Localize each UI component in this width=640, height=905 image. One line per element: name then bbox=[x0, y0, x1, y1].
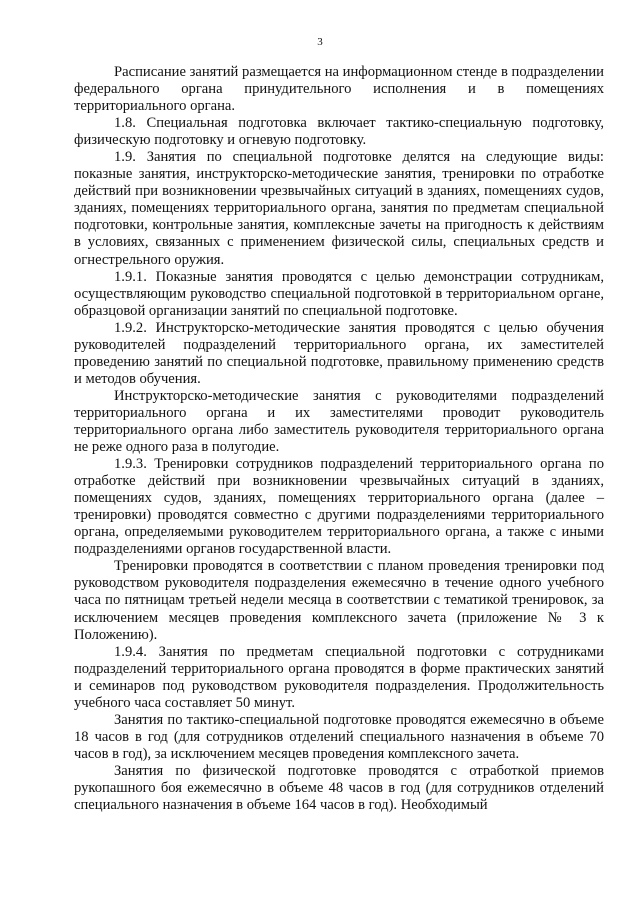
paragraph-1-9: 1.9. Занятия по специальной подготовке делятся на следующие виды: показные занятия, инструкторско-методические занятия, тренировки по отработке действий при возникновении чрезвычайных ситуаций в зданиях, помещениях судов, зданиях, помещениях территориального органа, занятия по предметам специальной подготовки, контрольные занятия, комплексные зачеты на пригодность к действиям в условиях, связанных с применением физической силы, специальных средств и огнестрельного оружия. bbox=[74, 149, 604, 268]
paragraph-trainings-schedule: Тренировки проводятся в соответствии с планом проведения тренировки под руководством руководителя подразделения ежемесячно в течение одного учебного часа по пятницам третьей недели месяца в соответствии с тематикой тренировок, за исключением месяцев проведения комплексного зачета (приложение № 3 к Положению). bbox=[74, 558, 604, 643]
document-body bbox=[74, 64, 604, 814]
paragraph-1-9-2: 1.9.2. Инструкторско-методические занятия проводятся с целью обучения руководителей подразделений территориального органа, их заместителей проведению занятий по специальной подготовке, правильному применению средств и методов обучения. bbox=[74, 319, 604, 387]
paragraph-1-9-4: 1.9.4. Занятия по предметам специальной подготовки с сотрудниками подразделений территориального органа проводятся в форме практических занятий и семинаров под руководством руководителя подразделения. Продолжительность учебного часа составляет 50 минут. bbox=[74, 643, 604, 711]
paragraph-physical-training: Занятия по физической подготовке проводятся с отработкой приемов рукопашного боя ежемесячно в объеме 48 часов в год (для сотрудников отделений специального назначения в объеме 164 часов в год). Необходимый bbox=[74, 762, 604, 814]
paragraph-1-8: 1.8. Специальная подготовка включает тактико-специальную подготовку, физическую подготовку и огневую подготовку. bbox=[74, 115, 604, 149]
page-number: 3 bbox=[317, 36, 323, 48]
paragraph-tactical-training: Занятия по тактико-специальной подготовке проводятся ежемесячно в объеме 18 часов в год (для сотрудников отделений специального назначения в объеме 70 часов в год), за исключением месяцев проведения комплексного зачета. bbox=[74, 711, 604, 762]
paragraph-1-9-1: 1.9.1. Показные занятия проводятся с целью демонстрации сотрудникам, осуществляющим руководство специальной подготовкой в территориальном органе, образцовой организации занятий по специальной подготовке. bbox=[74, 268, 604, 319]
paragraph-instructor-sessions: Инструкторско-методические занятия с руководителями подразделений территориального органа и их заместителями проводит руководитель территориального органа либо заместитель руководителя территориального органа не реже одного раза в полугодие. bbox=[74, 387, 604, 456]
paragraph-1-9-3: 1.9.3. Тренировки сотрудников подразделений территориального органа по отработке действий при возникновении чрезвычайных ситуаций в зданиях, помещениях судов, зданиях, помещениях территориального органа (далее – тренировки) проводятся совместно с другими подразделениями территориального органа, определяемыми руководителем территориального органа, а также с иными подразделениями органов государственной власти. bbox=[74, 456, 604, 558]
paragraph-schedule-posting: Расписание занятий размещается на информационном стенде в подразделении федерального органа принудительного исполнения и в помещениях территориального органа. bbox=[74, 64, 604, 115]
